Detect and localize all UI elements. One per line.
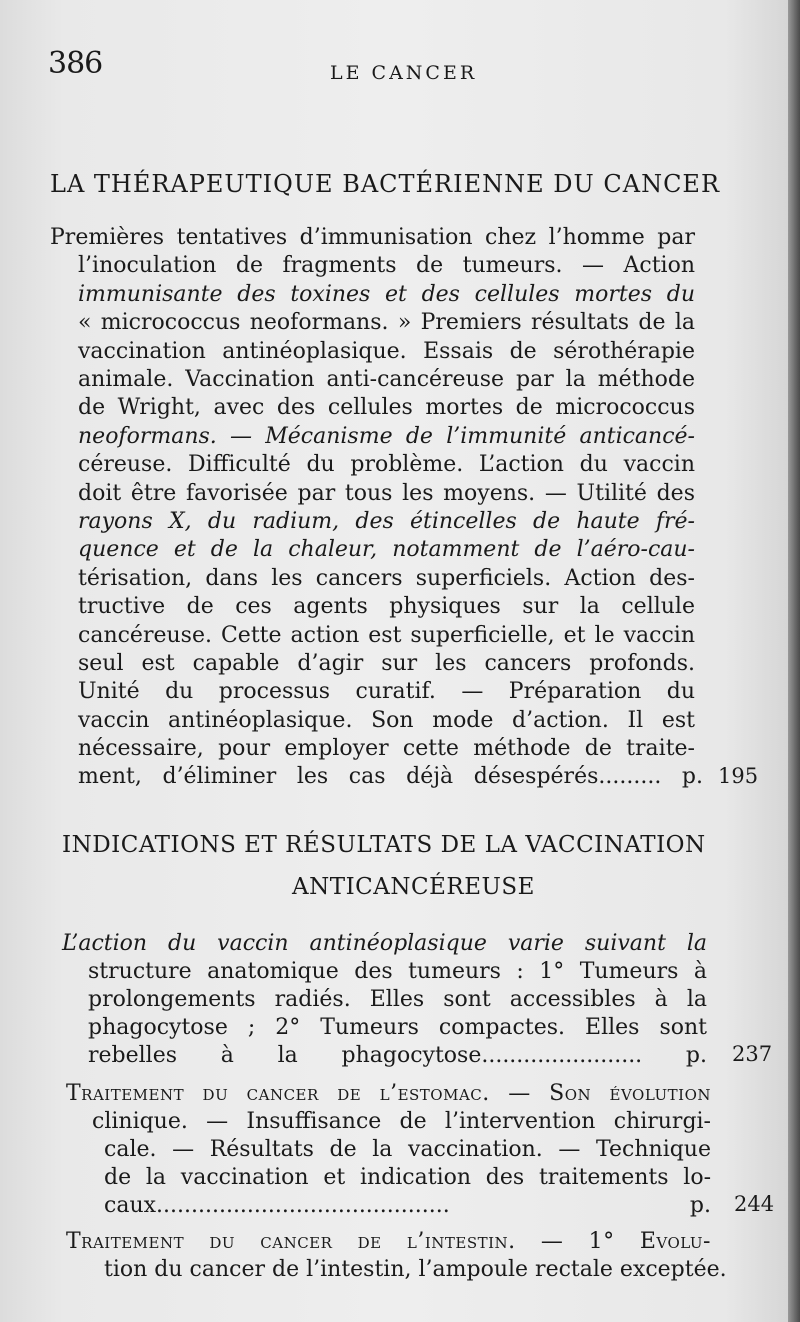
text-line: de la vaccination et indication des traitements lo- [104, 1165, 711, 1190]
text-line: rayons X, du radium, des étincelles de haute fré- [78, 509, 695, 534]
page-edge-shadow [788, 0, 800, 1322]
text-line: ment, d’éliminer les cas déjà désespérés......... p. [78, 764, 703, 789]
page-reference: 195 [718, 764, 759, 788]
text-line: l’inoculation de fragments de tumeurs. — Action [78, 253, 695, 278]
text-line: « micrococcus neoformans. » Premiers résultats de la [78, 310, 695, 335]
text-line: tion du cancer de l’intestin, l’ampoule rectale exceptée. [104, 1257, 727, 1282]
text-line: rebelles à la phagocytose....................... p. [88, 1043, 707, 1068]
text-line: seul est capable d’agir sur les cancers profonds. [78, 651, 695, 676]
paragraph-heading: Traitement du cancer de l’intestin. — 1° Evolu- [66, 1229, 711, 1254]
text-line: L’action du vaccin antinéoplasique varie suivant la [62, 931, 707, 956]
text-line: Premières tentatives d’immunisation chez l’homme par [50, 225, 695, 250]
text-line: clinique. — Insuffisance de l’intervention chirurgi- [92, 1109, 711, 1134]
page-reference: 244 [734, 1192, 775, 1216]
running-title: LE CANCER [330, 62, 478, 84]
text-line: prolongements radiés. Elles sont accessibles à la [88, 987, 707, 1012]
text-line: quence et de la chaleur, notamment de l’aéro-cau- [78, 537, 695, 562]
page-number: 386 [48, 46, 103, 81]
text-line: animale. Vaccination anti-cancéreuse par la méthode [78, 367, 695, 392]
paragraph-heading: Traitement du cancer de l’estomac. — Son évolution [66, 1081, 711, 1106]
text-line: neoformans. — Mécanisme de l’immunité anticancé- [78, 424, 695, 449]
text-line: doit être favorisée par tous les moyens. — Utilité des [78, 481, 695, 506]
page-reference: 237 [732, 1042, 773, 1066]
text-line: phagocytose ; 2° Tumeurs compactes. Elles sont [88, 1015, 707, 1040]
text-line: vaccin antinéoplasique. Son mode d’action. Il est [78, 708, 695, 733]
text-line: de Wright, avec des cellules mortes de micrococcus [78, 395, 695, 420]
text-line: structure anatomique des tumeurs : 1° Tumeurs à [88, 959, 707, 984]
section-title-indications: INDICATIONS ET RÉSULTATS DE LA VACCINATION [62, 832, 706, 858]
text-line [66, 1080, 711, 1108]
text-line: tructive de ces agents physiques sur la cellule [78, 594, 695, 619]
section-title-indications-line2: ANTICANCÉREUSE [292, 874, 535, 900]
text-line: immunisante des toxines et des cellules mortes du [78, 282, 695, 307]
text-line: vaccination antinéoplasique. Essais de sérothérapie [78, 339, 695, 364]
text-line: Unité du processus curatif. — Préparation du [78, 679, 695, 704]
text-line: térisation, dans les cancers superficiels. Action des- [78, 566, 695, 591]
text-line: nécessaire, pour employer cette méthode de traite- [78, 736, 695, 761]
text-line: cale. — Résultats de la vaccination. — Technique [104, 1137, 711, 1162]
text-line: caux.......................................... p. [104, 1193, 711, 1218]
text-line: cancéreuse. Cette action est superficielle, et le vaccin [78, 623, 695, 648]
text-line [66, 1228, 711, 1256]
text-line: céreuse. Difficulté du problème. L’action du vaccin [78, 452, 695, 477]
section-title-therapeutique: LA THÉRAPEUTIQUE BACTÉRIENNE DU CANCER [50, 170, 721, 198]
